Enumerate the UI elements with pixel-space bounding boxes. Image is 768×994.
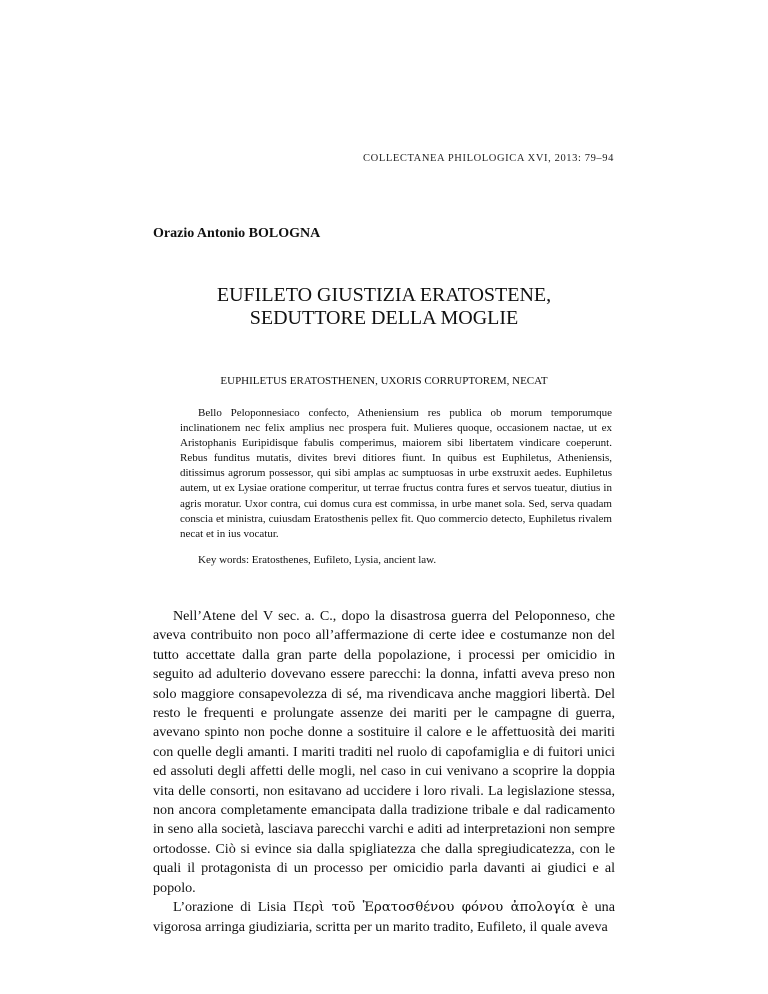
paragraph-2-end: è una vigorosa arringa giudiziaria, scritta per un marito tradito, Eufileto, il quale aveva xyxy=(153,899,615,935)
keywords: Key words: Eratosthenes, Eufileto, Lysia, ancient law. xyxy=(198,554,437,566)
article-title-line-2: SEDUTTORE DELLA MOGLIE xyxy=(249,307,519,329)
greek-title: Περὶ τοῦ Ἐρατοσθένου φόνου ἀπολογία xyxy=(292,900,575,916)
article-title xyxy=(120,284,648,330)
paragraph-2 xyxy=(153,898,615,937)
latin-title: EUPHILETUS ERATOSTHENEN, UXORIS CORRUPTOREM, NECAT xyxy=(220,375,548,387)
author-name: Orazio Antonio BOLOGNA xyxy=(153,226,321,241)
abstract: Bello Peloponnesiaco confecto, Atheniensium res publica ob morum temporumque inclinationem nec felix amplius nec prospera fuit. Mulieres quoque, occasionem nactae, ut ex Aristophanis Euripidisque fabulis comperimus, maiorem sibi libertatem vindicare coeperunt. Rebus funditus mutatis, divites brevi ditiores fiunt. In quibus est Euphiletus, Atheniensis, ditissimus agrorum possessor, qui sibi amplas ac sumptuosas in urbe exstruxit aedes. Euphiletus autem, ut ex Lysiae oratione comperitur, ut terrae fructus contra fures et servos tueatur, diutius in agris moratur. Uxor contra, cui domus cura est commissa, in urbe manet sola. Sed, serva quadam conscia et ministra, cuiusdam Eratosthenis pellex fit. Quo commercio detecto, Euphiletus rivalem necat et in ius vocatur. xyxy=(180,407,612,540)
paragraph-1: Nell’Atene del V sec. a. C., dopo la disastrosa guerra del Peloponneso, che aveva contribuito non poco all’affermazione di certe idee e costumanze non del tutto accettate dalla gran parte della popolazione, i processi per omicidio in seguito ad adulterio dovevano essere parecchi: la donna, infatti aveva preso non solo maggiore consapevolezza di sé, ma rivendicava anche maggiori libertà. Del resto le frequenti e prolungate assenze dei mariti per le campagne di guerra, avevano spinto non poche donne a sostituire il calore e le affettuosità dei mariti con quelle degli amanti. I mariti traditi nel ruolo di capofamiglia e di fuitori unici ed assoluti degli affetti delle mogli, nel caso in cui venivano a scoprire la doppia vita delle consorti, non esitavano ad uccidere i loro rivali. La legislazione stessa, non ancora completamente emancipata dalla tradizione tribale e dal radicamento in seno alla società, lasciava parecchi varchi e aditi ad interpretazioni non sempre ortodosse. Ciò si evince sia dalla spigliatezza che dalla spregiudicatezza, con le quali il protagonista di un processo per omicidio parla davanti ai giudici e al popolo. xyxy=(153,608,615,896)
body-text xyxy=(153,607,615,937)
running-header: COLLECTANEA PHILOLOGICA XVI, 2013: 79–94 xyxy=(363,153,614,164)
article-title-line-1: EUFILETO GIUSTIZIA ERATOSTENE, xyxy=(216,284,552,306)
paragraph-2-start: L’orazione di Lisia xyxy=(173,899,293,916)
